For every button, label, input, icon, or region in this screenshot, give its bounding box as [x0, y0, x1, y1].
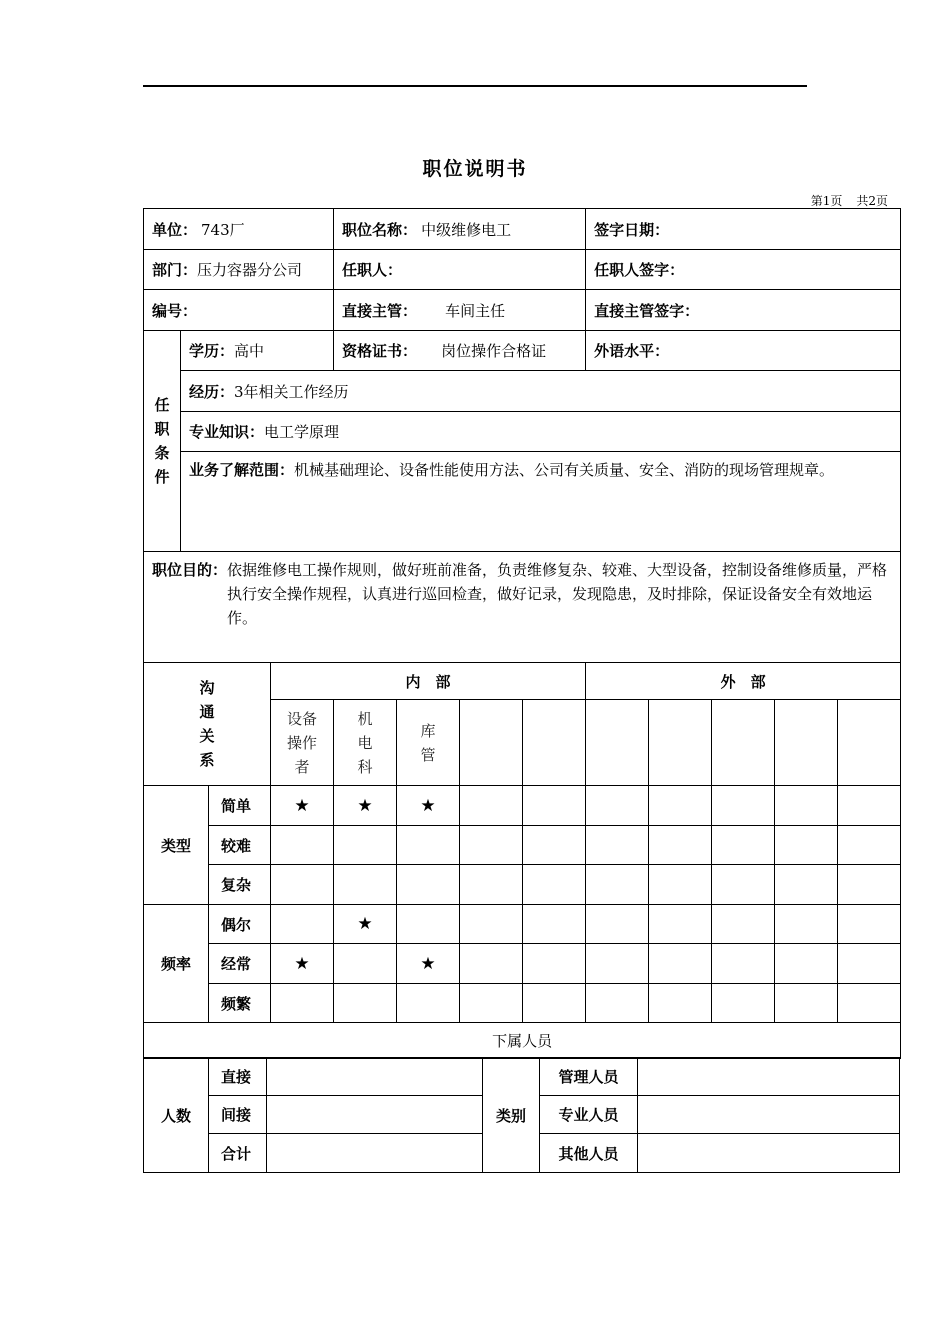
- supervisor-sign-cell: [586, 290, 901, 331]
- total-label: 合计: [209, 1134, 267, 1173]
- mark-cell: [271, 826, 334, 865]
- row-direct: [144, 1058, 900, 1096]
- mark-cell: [712, 905, 775, 944]
- party-empty: [712, 700, 775, 786]
- mark-cell: [838, 944, 901, 984]
- dept-label: 部门：: [152, 261, 198, 279]
- mark-cell: [649, 984, 712, 1023]
- professional-value: [638, 1096, 900, 1134]
- position-cell: [334, 209, 586, 250]
- language-cell: [586, 331, 901, 371]
- knowledge-label: 专业知识：: [189, 423, 265, 441]
- purpose-cell: [144, 552, 901, 663]
- page-number: [811, 192, 888, 209]
- cert-cell: [334, 331, 586, 371]
- mark-cell: [523, 905, 586, 944]
- holder-cell: [334, 250, 586, 290]
- mark-cell: ★: [271, 944, 334, 984]
- mark-cell: [460, 905, 523, 944]
- supervisor-label: 直接主管：: [342, 301, 418, 320]
- type-complex-label: 复杂: [209, 865, 271, 905]
- mark-cell: ★: [271, 786, 334, 826]
- mark-cell: ★: [397, 944, 460, 984]
- holder-sign-cell: [586, 250, 901, 290]
- sign-date-label: 签字日期：: [594, 220, 670, 239]
- party-empty: [838, 700, 901, 786]
- education-label: 学历：: [189, 342, 235, 360]
- code-cell: [144, 290, 334, 331]
- purpose-label: 职位目的：: [152, 561, 228, 579]
- sign-date-cell: [586, 209, 901, 250]
- unit-cell: [144, 209, 334, 250]
- language-label: 外语水平：: [594, 342, 670, 360]
- holder-label: 任职人：: [342, 261, 403, 279]
- row-education: [144, 331, 901, 371]
- mark-cell: [397, 865, 460, 905]
- mark-cell: [523, 944, 586, 984]
- subordinates-table: [143, 1057, 900, 1173]
- mark-cell: [271, 984, 334, 1023]
- manager-value: [638, 1058, 900, 1096]
- job-description-table: [143, 208, 901, 1059]
- party-equipment-operator: 设备 操作 者: [271, 700, 334, 786]
- mark-cell: ★: [397, 786, 460, 826]
- page-current: 第1页: [810, 194, 843, 208]
- total-value: [267, 1134, 483, 1173]
- indirect-label: 间接: [209, 1096, 267, 1134]
- mark-cell: [397, 826, 460, 865]
- mark-cell: [334, 826, 397, 865]
- direct-value: [267, 1058, 483, 1096]
- scope-value: 机械基础理论、设备性能使用方法、公司有关质量、安全、消防的现场管理规章。: [294, 461, 835, 479]
- experience-label: 经历：: [189, 382, 235, 401]
- row-dept: [144, 250, 901, 290]
- mark-cell: [712, 826, 775, 865]
- row-freq-often: [144, 944, 901, 984]
- row-type-simple: [144, 786, 901, 826]
- freq-occasional-label: 偶尔: [209, 905, 271, 944]
- professional-label: 专业人员: [540, 1096, 638, 1134]
- unit-label: 单位：: [152, 220, 198, 239]
- other-value: [638, 1134, 900, 1173]
- mark-cell: [712, 786, 775, 826]
- row-freq-frequent: [144, 984, 901, 1023]
- row-comm-header: [144, 663, 901, 700]
- mark-cell: [775, 984, 838, 1023]
- mark-cell: [271, 905, 334, 944]
- mark-cell: [334, 944, 397, 984]
- mark-cell: [649, 944, 712, 984]
- experience-value: 3年相关工作经历: [234, 382, 349, 401]
- mark-cell: [397, 905, 460, 944]
- communication-side-label: 沟 通 关 系: [144, 663, 271, 786]
- mark-cell: [460, 786, 523, 826]
- code-label: 编号：: [152, 301, 198, 320]
- mark-cell: [523, 865, 586, 905]
- internal-header: 内 部: [271, 663, 586, 700]
- position-value: 中级维修电工: [421, 220, 512, 239]
- mark-cell: [523, 826, 586, 865]
- direct-label: 直接: [209, 1058, 267, 1096]
- mark-cell: [712, 865, 775, 905]
- mark-cell: [271, 865, 334, 905]
- party-empty: [649, 700, 712, 786]
- row-experience: [144, 371, 901, 412]
- row-purpose: [144, 552, 901, 663]
- external-header: 外 部: [586, 663, 901, 700]
- party-empty: [523, 700, 586, 786]
- mark-cell: [838, 826, 901, 865]
- row-type-difficult: [144, 826, 901, 865]
- education-value: 高中: [234, 342, 265, 360]
- document-title: 职位说明书: [422, 158, 528, 180]
- other-label: 其他人员: [540, 1134, 638, 1173]
- mark-cell: [838, 984, 901, 1023]
- row-subordinates-title: [144, 1023, 901, 1059]
- mark-cell: [586, 944, 649, 984]
- mark-cell: [460, 826, 523, 865]
- supervisor-value: 车间主任: [445, 301, 506, 320]
- scope-cell: [181, 452, 901, 552]
- row-scope: [144, 452, 901, 552]
- freq-frequent-label: 频繁: [209, 984, 271, 1023]
- mark-cell: [649, 905, 712, 944]
- mark-cell: [775, 944, 838, 984]
- header-rule: [143, 85, 807, 87]
- mark-cell: [460, 984, 523, 1023]
- supervisor-sign-label: 直接主管签字：: [594, 301, 700, 320]
- row-unit: [144, 209, 901, 250]
- category-label: 类别: [483, 1058, 540, 1173]
- row-code: [144, 290, 901, 331]
- supervisor-cell: [334, 290, 586, 331]
- mark-cell: ★: [334, 905, 397, 944]
- mark-cell: [334, 865, 397, 905]
- row-freq-occasional: [144, 905, 901, 944]
- indirect-value: [267, 1096, 483, 1134]
- mark-cell: [397, 984, 460, 1023]
- party-warehouse: 库 管: [397, 700, 460, 786]
- mark-cell: [586, 826, 649, 865]
- type-label: 类型: [144, 786, 209, 905]
- dept-cell: [144, 250, 334, 290]
- mark-cell: [712, 984, 775, 1023]
- mark-cell: [460, 944, 523, 984]
- mark-cell: [649, 786, 712, 826]
- holder-sign-label: 任职人签字：: [594, 261, 685, 279]
- party-empty: [460, 700, 523, 786]
- manager-label: 管理人员: [540, 1058, 638, 1096]
- mark-cell: [586, 984, 649, 1023]
- mark-cell: [775, 826, 838, 865]
- party-electromech-dept: 机 电 科: [334, 700, 397, 786]
- mark-cell: [586, 786, 649, 826]
- mark-cell: [712, 944, 775, 984]
- dept-value: 压力容器分公司: [197, 261, 303, 279]
- page-total: 共2页: [856, 194, 888, 208]
- freq-label: 频率: [144, 905, 209, 1023]
- education-cell: [181, 331, 334, 371]
- count-label: 人数: [144, 1058, 209, 1173]
- mark-cell: [649, 865, 712, 905]
- mark-cell: [775, 865, 838, 905]
- mark-cell: [460, 865, 523, 905]
- mark-cell: [838, 865, 901, 905]
- row-knowledge: [144, 412, 901, 452]
- party-empty: [775, 700, 838, 786]
- mark-cell: ★: [334, 786, 397, 826]
- mark-cell: [649, 826, 712, 865]
- type-difficult-label: 较难: [209, 826, 271, 865]
- mark-cell: [775, 786, 838, 826]
- type-simple-label: 简单: [209, 786, 271, 826]
- position-label: 职位名称：: [342, 220, 418, 239]
- qualifications-side-label: 任 职 条 件: [144, 331, 181, 552]
- purpose-value: 依据维修电工操作规则，做好班前准备，负责维修复杂、较难、大型设备，控制设备维修质量，严格执行安全操作规程，认真进行巡回检查，做好记录，发现隐患，及时排除，保证设备安全有效地运作。: [227, 561, 888, 627]
- party-empty: [586, 700, 649, 786]
- freq-often-label: 经常: [209, 944, 271, 984]
- mark-cell: [838, 786, 901, 826]
- experience-cell: [181, 371, 901, 412]
- mark-cell: [838, 905, 901, 944]
- subordinates-title: 下属人员: [144, 1023, 901, 1059]
- unit-value: 743厂: [201, 220, 245, 239]
- mark-cell: [523, 786, 586, 826]
- mark-cell: [586, 905, 649, 944]
- mark-cell: [334, 984, 397, 1023]
- knowledge-cell: [181, 412, 901, 452]
- knowledge-value: 电工学原理: [264, 423, 340, 441]
- scope-label: 业务了解范围：: [189, 461, 295, 479]
- cert-label: 资格证书：: [342, 342, 418, 360]
- mark-cell: [775, 905, 838, 944]
- mark-cell: [586, 865, 649, 905]
- cert-value: 岗位操作合格证: [441, 342, 547, 360]
- row-type-complex: [144, 865, 901, 905]
- mark-cell: [523, 984, 586, 1023]
